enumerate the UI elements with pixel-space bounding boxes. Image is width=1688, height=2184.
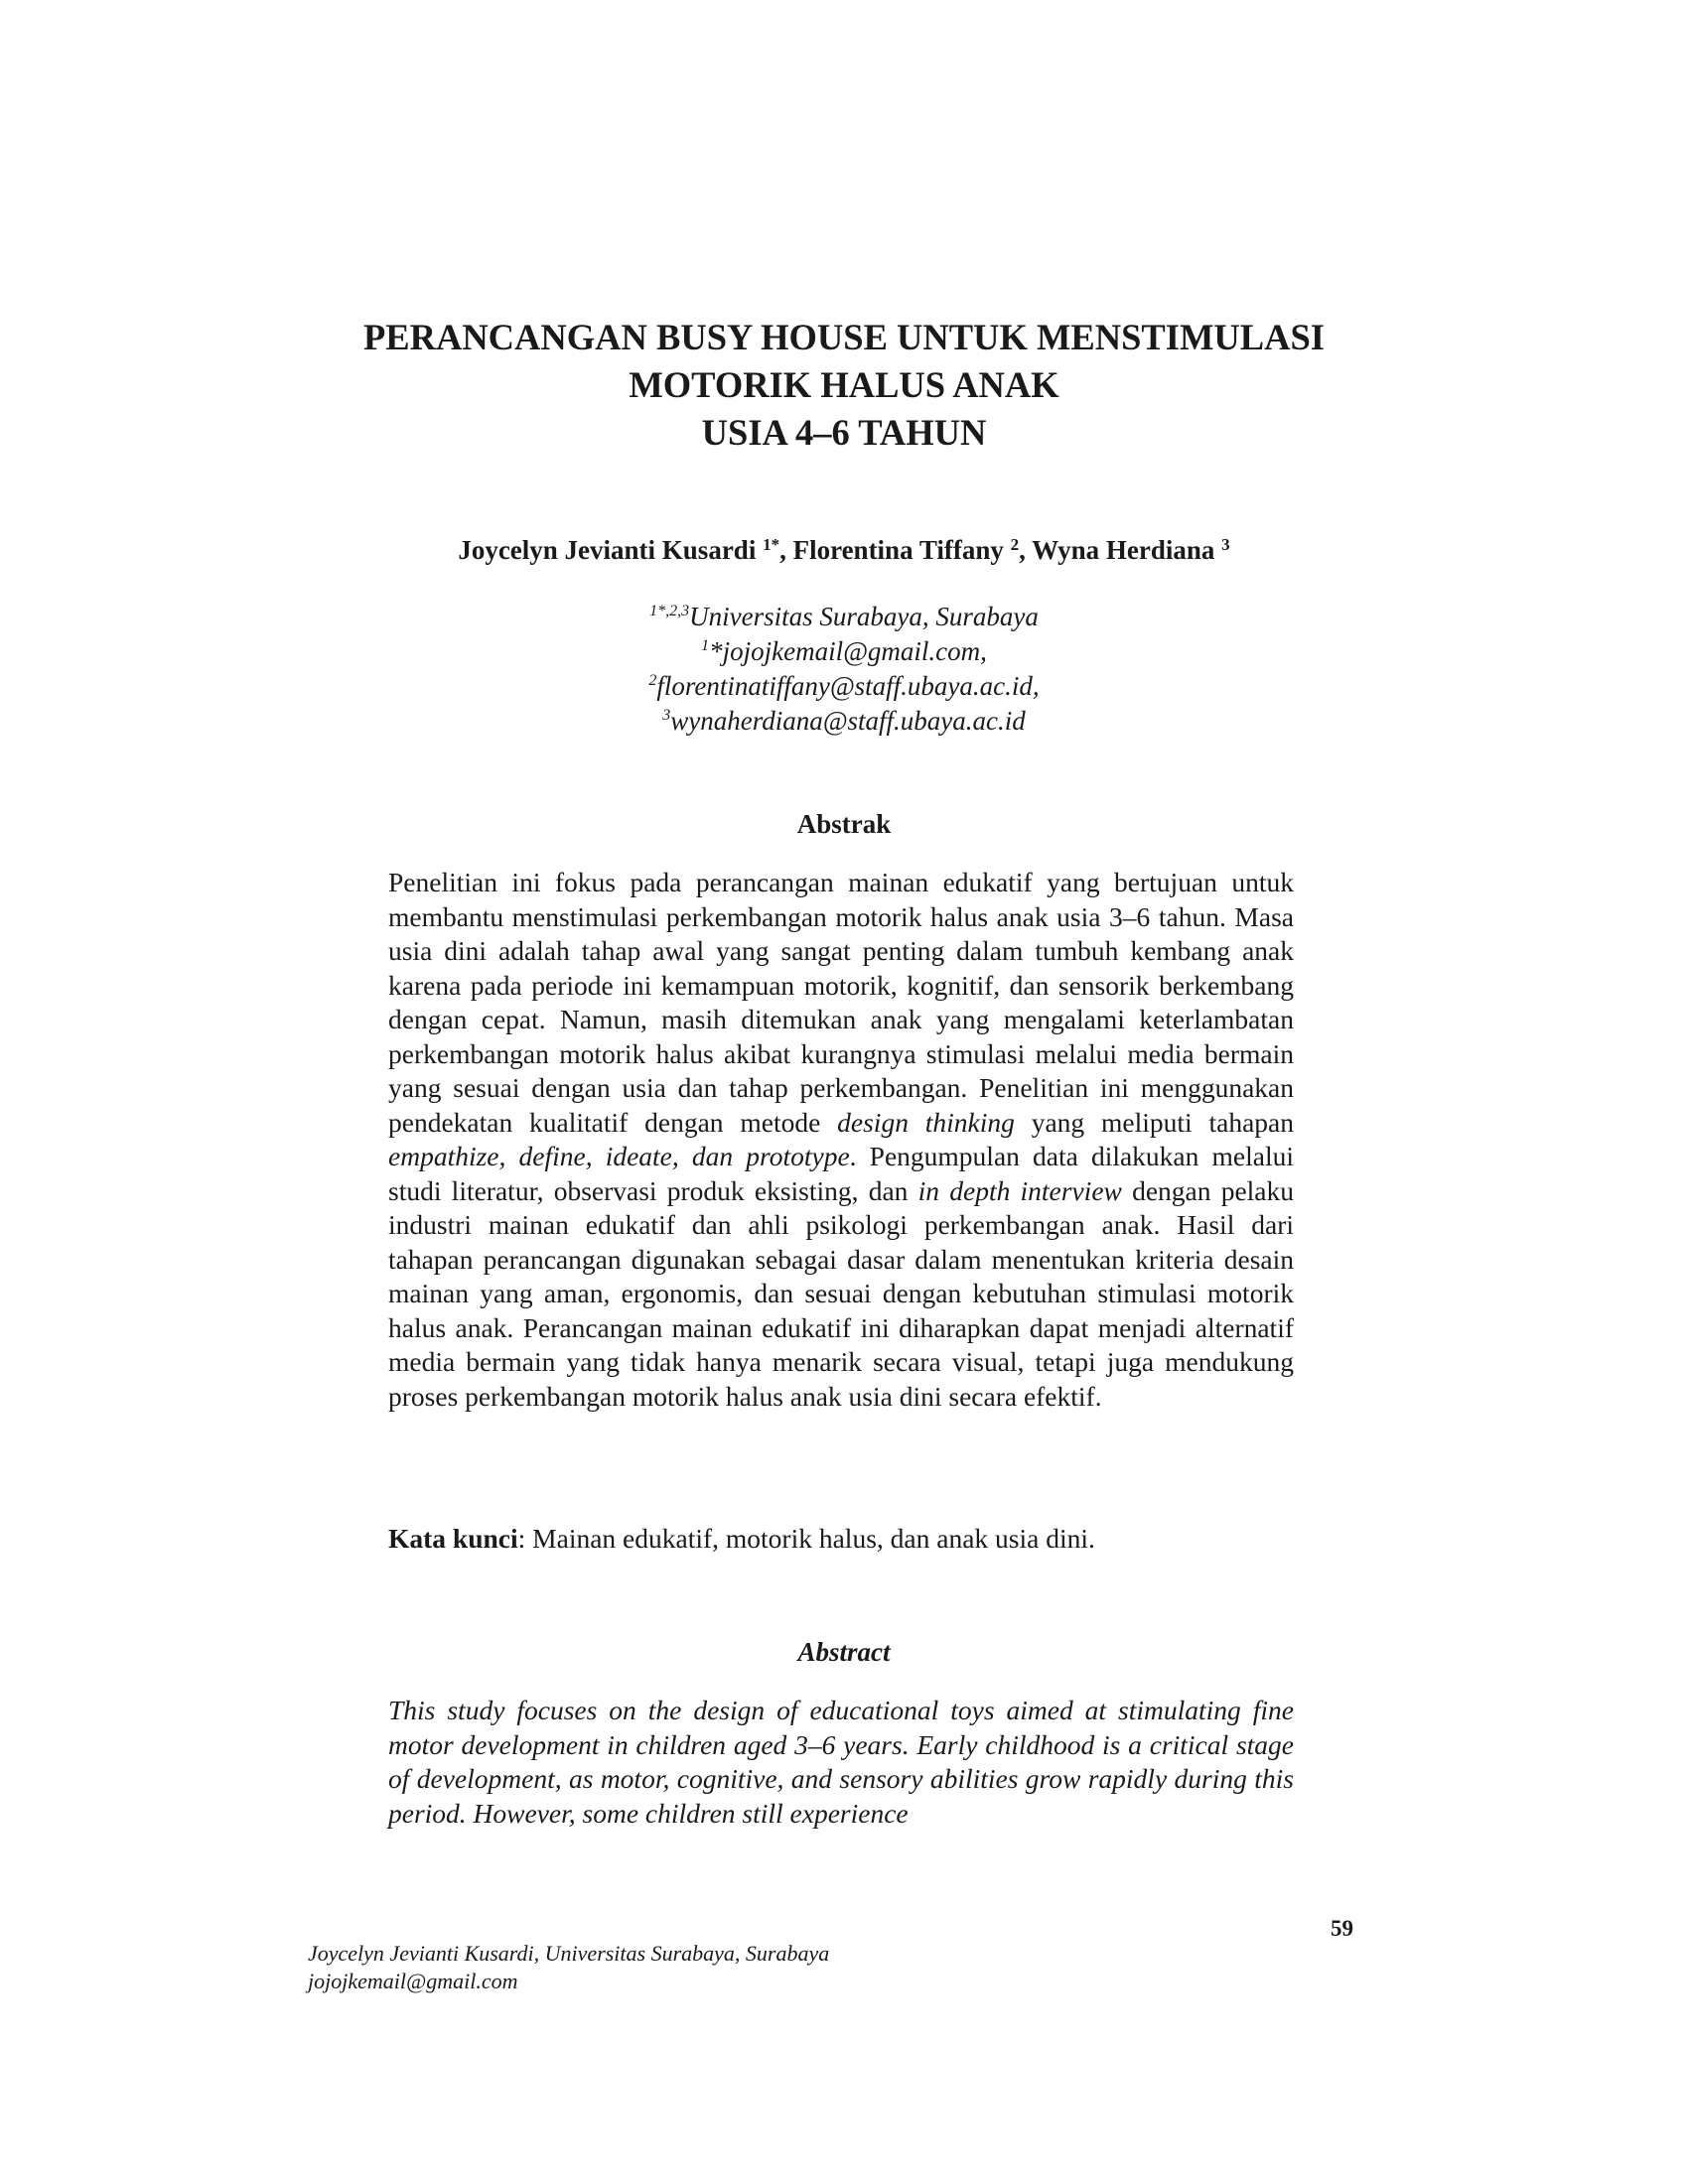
author-3-name: Wyna Herdiana: [1032, 535, 1215, 565]
page-footer: [308, 1940, 829, 1995]
title-line-2: MOTORIK HALUS ANAK: [629, 364, 1059, 405]
email-3-text: wynaherdiana@staff.ubaya.ac.id: [670, 706, 1026, 736]
email-2-text: florentinatiffany@staff.ubaya.ac.id,: [656, 671, 1040, 701]
abstrak-text-4: dengan pelaku industri mainan edukatif dan ahli psikologi perkembangan anak. Hasil dari tahapan perancangan digunakan sebagai dasar dalam menentukan kriteria desain mainan yang aman, ergonomis, dan sesuai dengan kebutuhan stimulasi motorik halus anak. Perancangan mainan edukatif ini diharapkan dapat menjadi alternatif media bermain yang tidak hanya menarik secara visual, tetapi juga mendukung proses perkembangan motorik halus anak usia dini secara efektif.: [388, 1174, 1294, 1412]
email-2-sup: 2: [648, 672, 657, 689]
abstrak-text-3: . Pengumpulan data dilakukan melalui studi literatur, observasi produk eksisting, dan: [388, 1141, 1294, 1206]
affiliation-name: Universitas Surabaya, Surabaya: [689, 602, 1039, 631]
paper-title: [0, 314, 1688, 457]
keywords-line: [388, 1521, 1095, 1557]
author-3-sup: 3: [1221, 535, 1230, 554]
keywords-text: Mainan edukatif, motorik halus, dan anak usia dini.: [525, 1523, 1095, 1554]
keywords-colon: :: [517, 1523, 526, 1554]
author-1-sup: 1*: [763, 535, 780, 554]
abstrak-text-1: Penelitian ini fokus pada perancangan mainan edukatif yang bertujuan untuk membantu menstimulasi perkembangan motorik halus anak usia 3–6 tahun. Masa usia dini adalah tahap awal yang sangat penting dalam tumbuh kembang anak karena pada periode ini kemampuan motorik, kognitif, dan sensorik berkembang dengan cepat. Namun, masih ditemukan anak yang mengalami keterlambatan perkembangan motorik halus akibat kurangnya stimulasi melalui media bermain yang sesuai dengan usia dan tahap perkembangan. Penelitian ini menggunakan pendekatan kualitatif dengan metode: [388, 867, 1294, 1138]
abstrak-italic-3: in depth interview: [917, 1174, 1122, 1206]
keywords-label: Kata kunci: [388, 1523, 518, 1554]
affiliation-sup: 1*,2,3: [649, 603, 690, 619]
author-email-3: [0, 704, 1688, 739]
abstract-paragraph: This study focuses on the design of educational toys aimed at stimulating fine motor development in children aged 3–6 years. Early childhood is a critical stage of development, as motor, cognitive, and sensory abilities grow rapidly during this period. However, some children still experience: [388, 1695, 1294, 1829]
author-email-1: [0, 634, 1688, 669]
author-2-sup: 2: [1010, 535, 1020, 554]
abstrak-italic-1: design thinking: [837, 1106, 1015, 1138]
affiliation-institution: [0, 600, 1688, 634]
email-1-text: *jojojkemail@gmail.com,: [709, 636, 987, 666]
abstrak-text-2: yang meliputi tahapan: [1014, 1106, 1294, 1138]
author-email-2: [0, 669, 1688, 704]
author-separator: ,: [779, 535, 793, 565]
author-separator: ,: [1019, 535, 1033, 565]
email-3-sup: 3: [662, 707, 671, 724]
title-line-1: PERANCANGAN BUSY HOUSE UNTUK MENSTIMULASI: [362, 317, 1326, 357]
abstrak-heading: Abstrak: [796, 809, 892, 839]
affiliation-block: [0, 600, 1688, 739]
author-1-name: Joycelyn Jevianti Kusardi: [458, 535, 757, 565]
author-list: [0, 532, 1688, 568]
author-2-name: Florentina Tiffany: [792, 535, 1004, 565]
email-1-sup: 1: [701, 637, 710, 654]
abstrak-italic-2: empathize, define, ideate, dan prototype: [388, 1141, 850, 1171]
page-number: 59: [1331, 1916, 1353, 1941]
footer-email: jojojkemail@gmail.com: [308, 1969, 518, 1993]
abstract-heading: Abstract: [797, 1637, 891, 1667]
footer-author: Joycelyn Jevianti Kusardi, Universitas Surabaya, Surabaya: [308, 1941, 830, 1966]
title-line-3: USIA 4–6 TAHUN: [701, 412, 987, 453]
abstrak-paragraph: [388, 866, 1294, 1414]
